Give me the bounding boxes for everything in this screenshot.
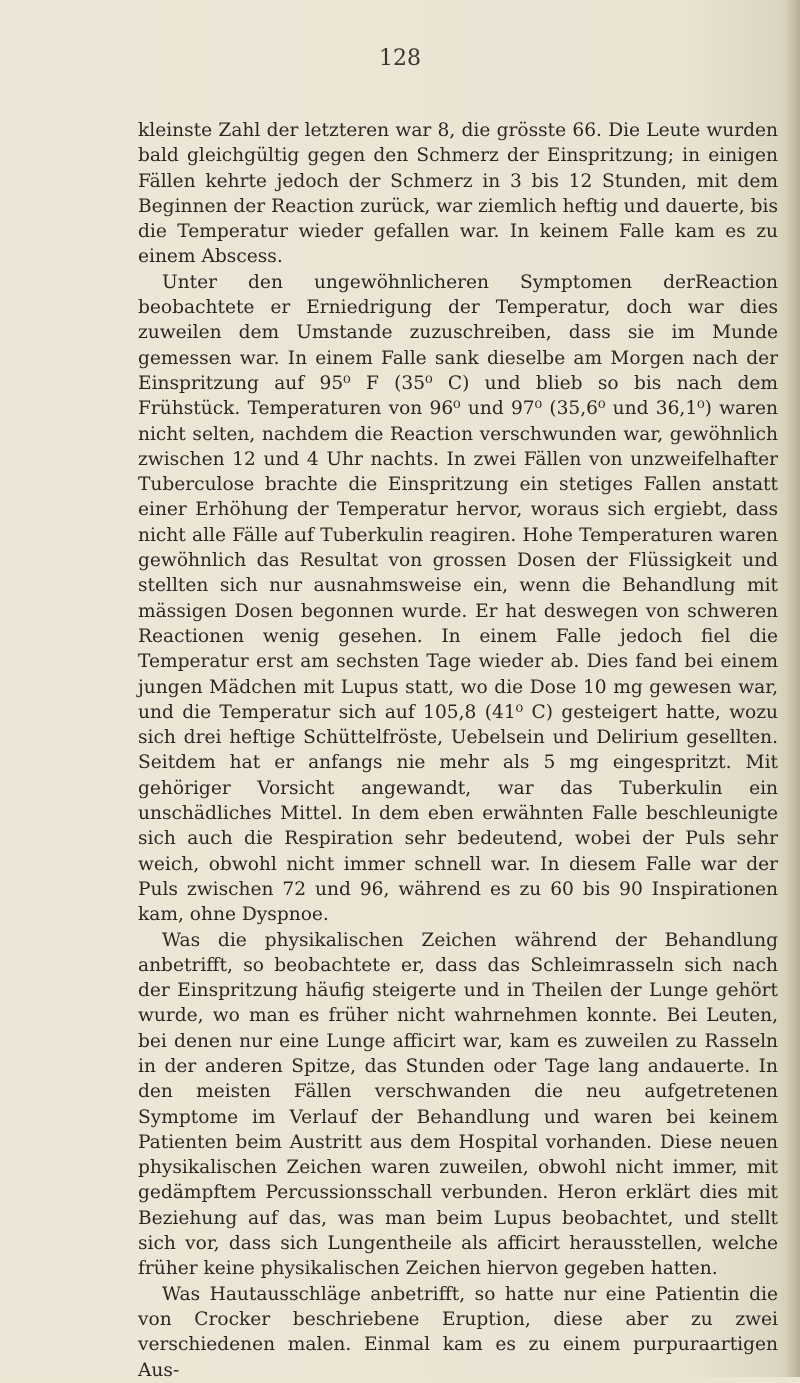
body-text (138, 118, 778, 1383)
paragraph-1: kleinste Zahl der letzteren war 8, die grösste 66. Die Leute wurden bald gleichgültig gegen den Schmerz der Einspritzung; in einigen Fällen kehrte jedoch der Schmerz in 3 bis 12 Stunden, mit dem Beginnen der Reaction zurück, war ziemlich heftig und dauerte, bis die Temperatur wieder gefallen war. In keinem Falle kam es zu einem Abscess. (138, 120, 778, 268)
page-edge-shadow (786, 0, 800, 1377)
paragraph-3: Was die physikalischen Zeichen während der Behandlung anbetrifft, so beobachtete er, dass das Schleimrasseln sich nach der Einspritzung häufig steigerte und in Theilen der Lunge gehört wurde, wo man es früher nicht wahrnehmen konnte. Bei Leuten, bei denen nur eine Lunge afficirt war, kam es zuweilen zu Rasseln in der anderen Spitze, das Stunden oder Tage lang andauerte. In den meisten Fällen verschwanden die neu aufgetretenen Symptome im Verlauf der Behandlung und waren bei keinem Patienten beim Austritt aus dem Hospital vorhanden. Diese neuen physikalischen Zeichen waren zuweilen, obwohl nicht immer, mit gedämpftem Percussionsschall verbunden. Heron erklärt dies mit Beziehung auf das, was man beim Lupus beobachtet, und stellt sich vor, dass sich Lungentheile als afficirt herausstellen, welche früher keine physikalischen Zeichen hiervon gegeben hatten. (138, 929, 778, 1280)
paragraph-4: Was Hautausschläge anbetrifft, so hatte nur eine Patientin die von Crocker beschriebene Eruption, diese aber zu zwei verschiedenen malen. Einmal kam es zu einem purpuraartigen Aus- (138, 1283, 778, 1381)
paragraph-2: Unter den ungewöhnlicheren Symptomen derReaction beobachtete er Erniedrigung der Temperatur, doch war dies zuweilen dem Umstande zuzuschreiben, dass sie im Munde gemessen war. In einem Falle sank dieselbe am Morgen nach der Einspritzung auf 95⁰ F (35⁰ C) und blieb so bis nach dem Frühstück. Temperaturen von 96⁰ und 97⁰ (35,6⁰ und 36,1⁰) waren nicht selten, nachdem die Reaction verschwunden war, gewöhnlich zwischen 12 und 4 Uhr nachts. In zwei Fällen von unzweifelhafter Tuberculose brachte die Einspritzung ein stetiges Fallen anstatt einer Erhöhung der Temperatur hervor, woraus sich ergiebt, dass nicht alle Fälle auf Tuberkulin reagiren. Hohe Temperaturen waren gewöhnlich das Resultat von grossen Dosen der Flüssigkeit und stellten sich nur ausnahmsweise ein, wenn die Behandlung mit mässigen Dosen begonnen wurde. Er hat deswegen von schweren Reactionen wenig gesehen. In einem Falle jedoch fiel die Temperatur erst am sechsten Tage wieder ab. Dies fand bei einem jungen Mädchen mit Lupus statt, wo die Dose 10 mg gewesen war, und die Temperatur sich auf 105,8 (41⁰ C) gesteigert hatte, wozu sich drei heftige Schüttelfröste, Uebelsein und Delirium gesellten. Seitdem hat er anfangs nie mehr als 5 mg eingespritzt. Mit gehöriger Vorsicht angewandt, war das Tuberkulin ein unschädliches Mittel. In dem eben erwähnten Falle beschleunigte sich auch die Respiration sehr bedeutend, wobei der Puls sehr weich, obwohl nicht immer schnell war. In diesem Falle war der Puls zwischen 72 und 96, während es zu 60 bis 90 Inspirationen kam, ohne Dyspnoe. (138, 271, 778, 926)
page-number: 128 (379, 46, 421, 71)
